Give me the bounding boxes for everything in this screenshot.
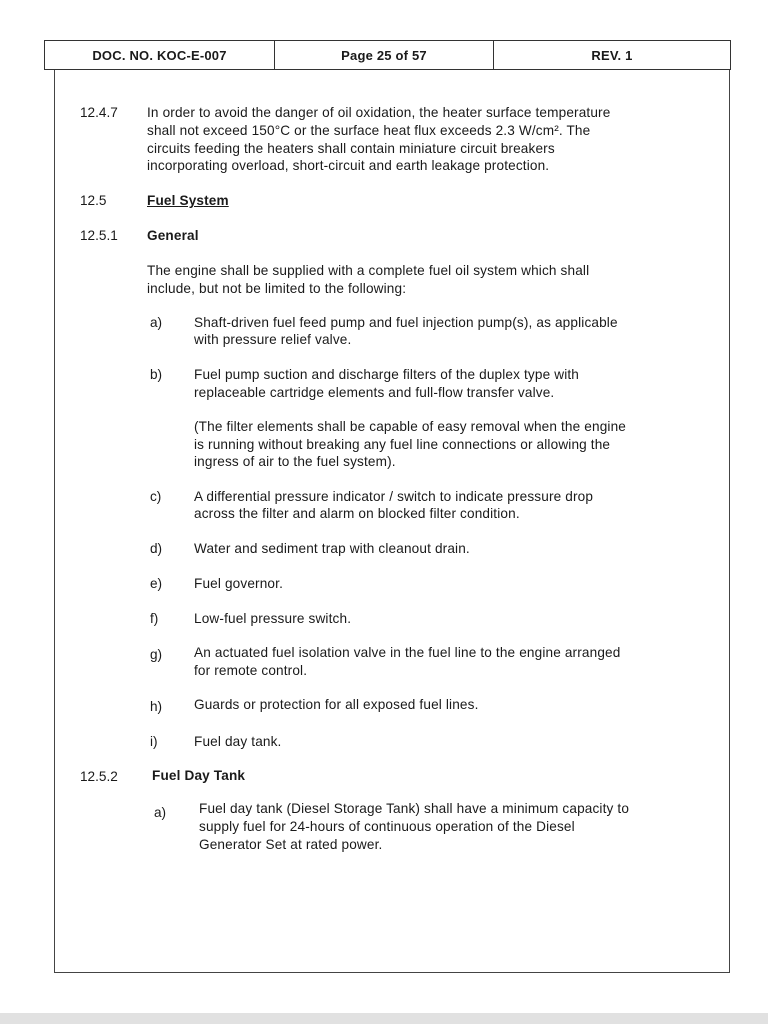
item-c-line-2: across the filter and alarm on blocked filter condition. (194, 506, 520, 521)
item-d-line-1: Water and sediment trap with cleanout drain. (194, 541, 470, 556)
general-intro-line-2: include, but not be limited to the following: (147, 281, 407, 296)
item-a-line-1: Shaft-driven fuel feed pump and fuel injection pump(s), as applicable (194, 315, 618, 330)
section-title-fuel-system: Fuel System (147, 193, 229, 208)
day-tank-a-line-3: Generator Set at rated power. (199, 837, 383, 852)
list-label-b: b) (150, 367, 163, 382)
list-label-g: g) (150, 647, 163, 662)
section-number-12-4-7: 12.4.7 (80, 105, 118, 120)
list-label-a: a) (150, 315, 163, 330)
section-12-4-7-line-1: In order to avoid the danger of oil oxidation, the heater surface temperature (147, 105, 611, 120)
list-label-e: e) (150, 576, 163, 591)
item-g-line-1: An actuated fuel isolation valve in the fuel line to the engine arranged (194, 645, 621, 660)
item-b-line-2: replaceable cartridge elements and full-flow transfer valve. (194, 385, 555, 400)
item-b-note-line-1: (The filter elements shall be capable of easy removal when the engine (194, 419, 626, 434)
list-label-c: c) (150, 489, 162, 504)
list-label-d: d) (150, 541, 163, 556)
section-title-fuel-day-tank: Fuel Day Tank (152, 768, 246, 783)
page-number: Page 25 of 57 (274, 41, 493, 69)
item-b-note-line-2: is running without breaking any fuel line connections or allowing the (194, 437, 611, 452)
list-label-f: f) (150, 611, 159, 626)
item-i-line-1: Fuel day tank. (194, 734, 282, 749)
section-12-4-7-line-4: incorporating overload, short-circuit and earth leakage protection. (147, 158, 550, 173)
section-number-12-5-1: 12.5.1 (80, 228, 118, 243)
list-label-i: i) (150, 734, 158, 749)
revision: REV. 1 (493, 41, 730, 69)
scan-bottom-edge (0, 1013, 768, 1024)
day-tank-a-line-1: Fuel day tank (Diesel Storage Tank) shall have a minimum capacity to (199, 801, 630, 816)
item-g-line-2: for remote control. (194, 663, 308, 678)
section-title-general: General (147, 228, 199, 243)
document-header (44, 40, 731, 70)
day-tank-a-line-2: supply fuel for 24-hours of continuous operation of the Diesel (199, 819, 575, 834)
general-intro-line-1: The engine shall be supplied with a complete fuel oil system which shall (147, 263, 590, 278)
item-h-line-1: Guards or protection for all exposed fuel lines. (194, 697, 479, 712)
section-12-4-7-line-3: circuits feeding the heaters shall contain miniature circuit breakers (147, 141, 555, 156)
item-b-note-line-3: ingress of air to the fuel system). (194, 454, 396, 469)
section-12-4-7-line-2: shall not exceed 150°C or the surface heat flux exceeds 2.3 W/cm². The (147, 123, 591, 138)
item-e-line-1: Fuel governor. (194, 576, 283, 591)
section-number-12-5: 12.5 (80, 193, 107, 208)
list-label-h: h) (150, 699, 163, 714)
doc-number: DOC. NO. KOC-E-007 (92, 47, 227, 63)
section-number-12-5-2: 12.5.2 (80, 769, 118, 784)
list-label-day-tank-a: a) (154, 805, 167, 820)
item-a-line-2: with pressure relief valve. (194, 332, 352, 347)
item-b-line-1: Fuel pump suction and discharge filters of the duplex type with (194, 367, 579, 382)
item-f-line-1: Low-fuel pressure switch. (194, 611, 352, 626)
item-c-line-1: A differential pressure indicator / switch to indicate pressure drop (194, 489, 594, 504)
